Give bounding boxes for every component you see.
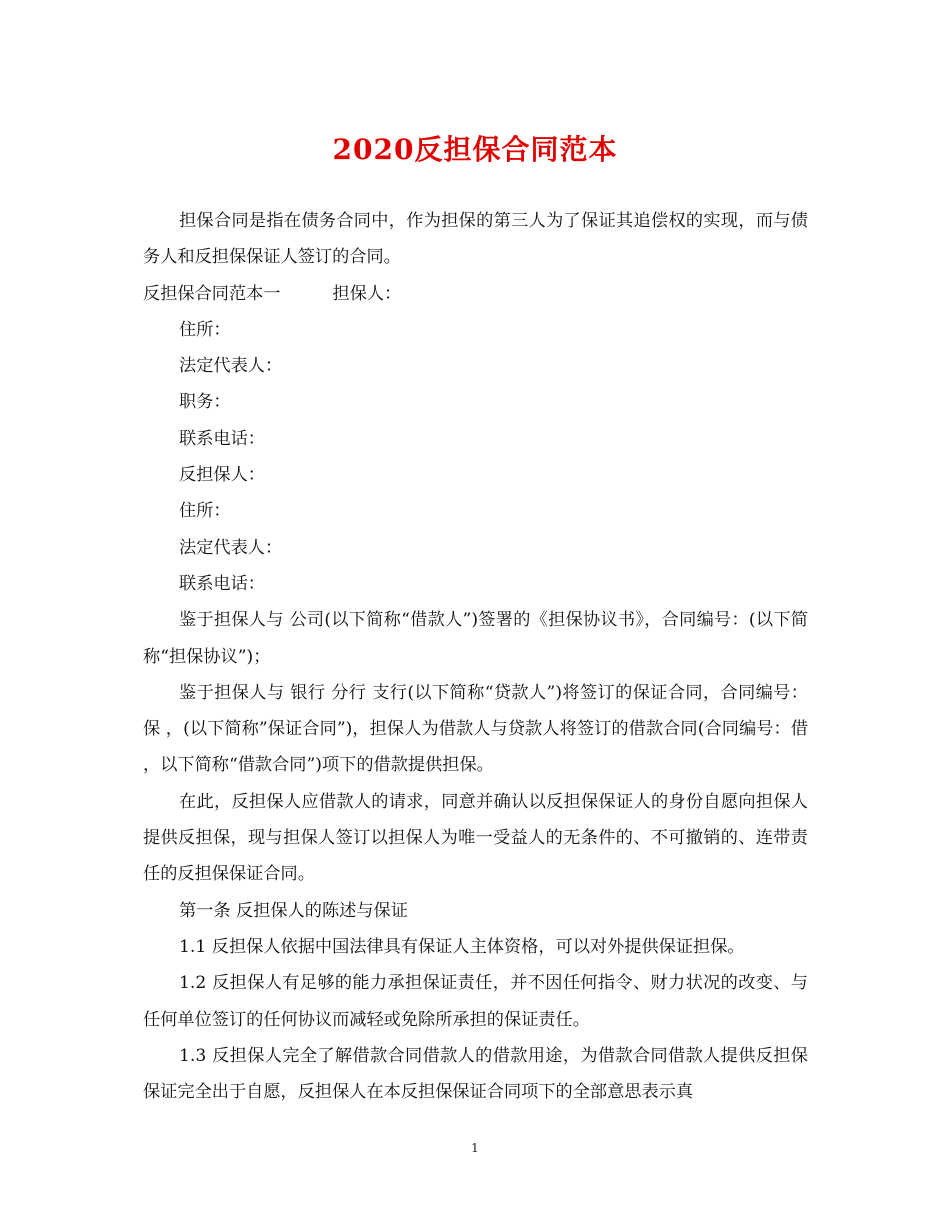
- recital-paragraph-3: 在此，反担保人应借款人的请求，同意并确认以反担保保证人的身份自愿向担保人提供反担保，现与担保人签订以担保人为唯一受益人的无条件的、不可撤销的、连带责任的反担保保证合同。: [143, 791, 808, 885]
- field-guarantor-address: 住所：: [179, 319, 231, 340]
- field-counter-guarantor-address: 住所：: [179, 501, 231, 522]
- field-guarantor-phone: 联系电话：: [179, 428, 265, 449]
- field-guarantor-legal-representative: 法定代表人：: [179, 356, 283, 377]
- recital-paragraph-2: 鉴于担保人与 银行 分行 支行(以下简称“贷款人”)将签订的保证合同，合同编号：保 ，(以下简称”保证合同”)，担保人为借款人与贷款人将签订的借款合同(合同编号：借 ，以下简称“借款合同”)项下的借款提供担保。: [143, 682, 808, 776]
- document-title: 2020反担保合同范本: [332, 133, 618, 166]
- document-body: [143, 203, 808, 1110]
- guarantor-label: 担保人：: [332, 283, 402, 304]
- recital-paragraph-1: 鉴于担保人与 公司(以下简称“借款人”)签署的《担保协议书》，合同编号：(以下简称“担保协议”)；: [143, 610, 808, 667]
- article-1-heading: 第一条 反担保人的陈述与保证: [179, 900, 408, 921]
- field-counter-guarantor: 反担保人：: [179, 465, 265, 486]
- sample-heading: 反担保合同范本一: [143, 283, 281, 304]
- page-number: 1: [471, 1141, 479, 1155]
- intro-paragraph: 担保合同是指在债务合同中，作为担保的第三人为了保证其追偿权的实现，而与债务人和反担保保证人签订的合同。: [143, 211, 808, 268]
- field-counter-guarantor-phone: 联系电话：: [179, 573, 265, 594]
- article-1-clause-2: 1.2 反担保人有足够的能力承担保证责任，并不因任何指令、财力状况的改变、与任何单位签订的任何协议而减轻或免除所承担的保证责任。: [143, 973, 808, 1030]
- field-guarantor-position: 职务：: [179, 392, 231, 413]
- field-counter-guarantor-legal-representative: 法定代表人：: [179, 537, 283, 558]
- article-1-clause-1: 1.1 反担保人依据中国法律具有保证人主体资格，可以对外提供保证担保。: [179, 936, 745, 957]
- article-1-clause-3: 1.3 反担保人完全了解借款合同借款人的借款用途，为借款合同借款人提供反担保保证完全出于自愿，反担保人在本反担保保证合同项下的全部意思表示真: [143, 1045, 808, 1103]
- sample-heading-row: [143, 276, 808, 312]
